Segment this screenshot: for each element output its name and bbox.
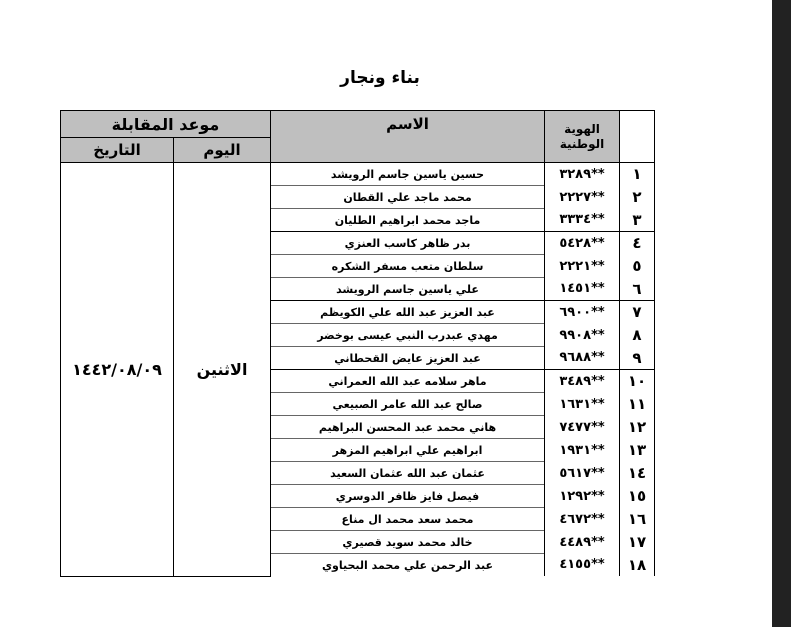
applicant-name: ماجد محمد ابراهيم الطليان: [271, 209, 545, 232]
number-header: [620, 111, 655, 163]
national-id: **٦٩٠٠: [545, 301, 620, 324]
day-header: اليوم: [174, 138, 271, 163]
appointment-day: الاثنين: [174, 163, 271, 577]
national-id: **١٤٥١: [545, 278, 620, 301]
applicant-name: عبد العزيز عبد الله علي الكويظم: [271, 301, 545, 324]
national-id: **١٩٣١: [545, 439, 620, 462]
row-number: ١٠: [620, 370, 655, 393]
applicant-name: هاني محمد عبد المحسن البراهيم: [271, 416, 545, 439]
applicant-name: فيصل فايز ظافر الدوسري: [271, 485, 545, 508]
appointment-header: موعد المقابلة: [61, 111, 271, 138]
applicant-name: عبد العزيز عايض القحطاني: [271, 347, 545, 370]
national-id: **٤٤٨٩: [545, 531, 620, 554]
applicant-name: سلطان متعب مسفر الشكره: [271, 255, 545, 278]
applicant-name: خالد محمد سويد قصيري: [271, 531, 545, 554]
applicant-name: صالح عبد الله عامر الصبيعي: [271, 393, 545, 416]
national-id: **٩٩٠٨: [545, 324, 620, 347]
row-number: ١٤: [620, 462, 655, 485]
applicant-name: مهدي عبدرب النبي عيسى بوخضر: [271, 324, 545, 347]
national-id: **١٦٣١: [545, 393, 620, 416]
row-number: ١٧: [620, 531, 655, 554]
national-id: **٣٢٨٩: [545, 163, 620, 186]
document-title: بناء ونجار: [340, 68, 420, 88]
schedule-rows: [61, 163, 655, 577]
applicant-name: حسين ياسين جاسم الرويشد: [271, 163, 545, 186]
national-id: **٧٤٧٧: [545, 416, 620, 439]
applicant-name: محمد ماجد علي القطان: [271, 186, 545, 209]
row-number: ١٥: [620, 485, 655, 508]
row-number: ٣: [620, 209, 655, 232]
row-number: ١٢: [620, 416, 655, 439]
applicant-name: علي ياسين جاسم الرويشد: [271, 278, 545, 301]
row-number: ٨: [620, 324, 655, 347]
national-id: **٩٦٨٨: [545, 347, 620, 370]
row-number: ٤: [620, 232, 655, 255]
row-number: ١٣: [620, 439, 655, 462]
national-id: **٢٢٢١: [545, 255, 620, 278]
national-id: **٥٦١٧: [545, 462, 620, 485]
row-number: ٧: [620, 301, 655, 324]
row-number: ١: [620, 163, 655, 186]
national-id: **٢٢٢٧: [545, 186, 620, 209]
national-id: **٤٦٧٢: [545, 508, 620, 531]
row-number: ١٨: [620, 554, 655, 577]
national-id: **١٢٩٢: [545, 485, 620, 508]
name-header: الاسم: [271, 111, 545, 163]
national-id: **٤١٥٥: [545, 554, 620, 577]
interview-schedule-table: [60, 110, 655, 577]
applicant-name: محمد سعد محمد ال مناع: [271, 508, 545, 531]
applicant-name: عثمان عبد الله عثمان السعيد: [271, 462, 545, 485]
row-number: ٦: [620, 278, 655, 301]
appointment-date: ١٤٤٢/٠٨/٠٩: [61, 163, 174, 577]
table-row: [61, 163, 655, 186]
row-number: ١٦: [620, 508, 655, 531]
page-edge-bar: [772, 0, 791, 627]
row-number: ٩: [620, 347, 655, 370]
national-id: **٣٣٣٤: [545, 209, 620, 232]
applicant-name: عبد الرحمن علي محمد البحياوي: [271, 554, 545, 577]
date-header: التاريخ: [61, 138, 174, 163]
applicant-name: ابراهيم علي ابراهيم المزهر: [271, 439, 545, 462]
row-number: ١١: [620, 393, 655, 416]
national-id-header: الهوية الوطنية: [545, 111, 620, 163]
applicant-name: ماهر سلامه عبد الله العمراني: [271, 370, 545, 393]
applicant-name: بدر ظاهر كاسب العنزي: [271, 232, 545, 255]
national-id: **٥٤٢٨: [545, 232, 620, 255]
row-number: ٢: [620, 186, 655, 209]
row-number: ٥: [620, 255, 655, 278]
national-id: **٣٤٨٩: [545, 370, 620, 393]
